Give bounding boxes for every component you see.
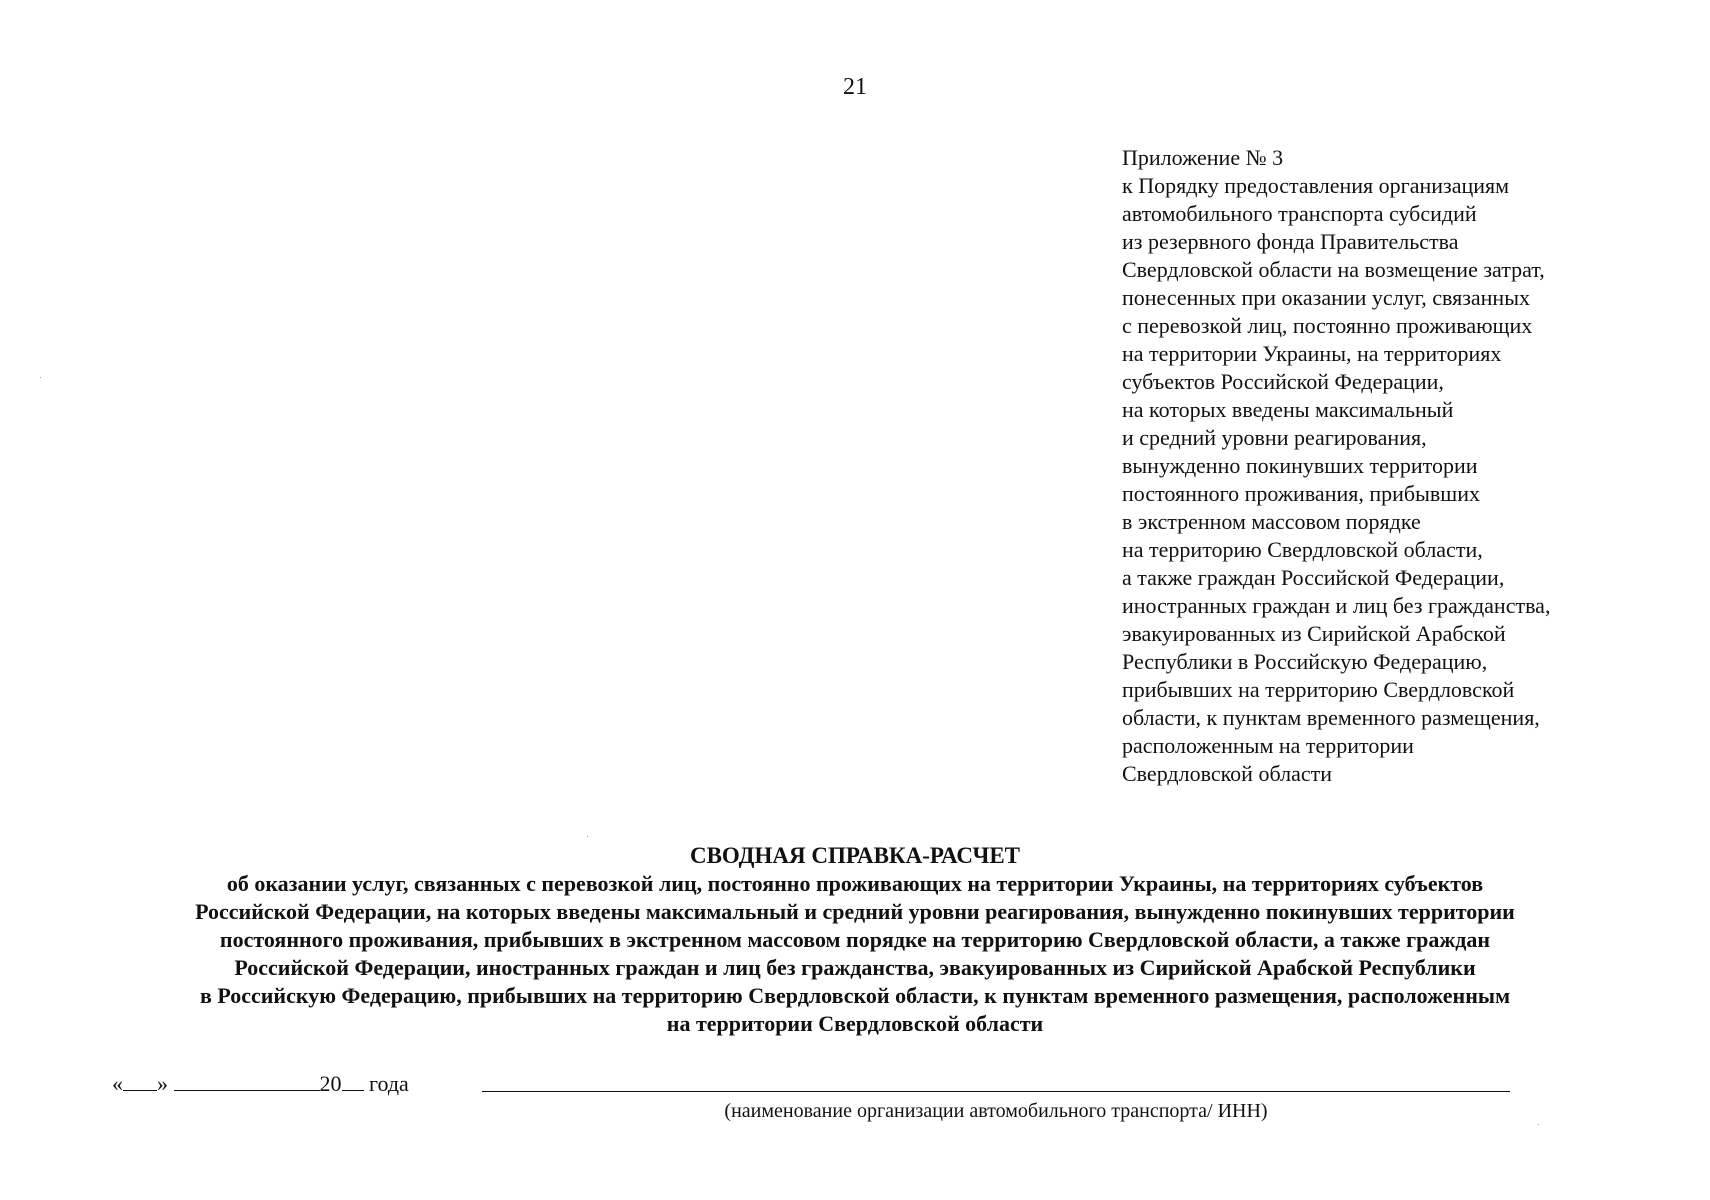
document-subtitle-line: об оказании услуг, связанных с перевозкой лиц, постоянно проживающих на территории Украины, на территориях субъектов bbox=[226, 871, 1484, 896]
organization-signature-line bbox=[482, 1091, 1510, 1092]
document-subtitle-line: на территории Свердловской области bbox=[666, 1011, 1044, 1036]
document-heading bbox=[100, 842, 1610, 1038]
appendix-line: в экстренном массовом порядке bbox=[1122, 509, 1421, 534]
scan-speck bbox=[587, 836, 588, 837]
document-subtitle-line: постоянного проживания, прибывших в экстренном массовом порядке на территорию Свердловской области, а также граждан bbox=[219, 927, 1491, 952]
appendix-line: Республики в Российскую Федерацию, bbox=[1122, 649, 1488, 674]
document-subtitle-line: Российской Федерации, на которых введены максимальный и средний уровни реагирования, вынужденно покинувших территории bbox=[195, 899, 1515, 924]
date-field bbox=[112, 1070, 409, 1098]
year-prefix: 20 bbox=[319, 1071, 342, 1096]
page-number: 21 bbox=[843, 74, 867, 100]
appendix-line: на территорию Свердловской области, bbox=[1122, 537, 1483, 562]
appendix-line: на которых введены максимальный bbox=[1122, 397, 1454, 422]
appendix-line: из резервного фонда Правительства bbox=[1122, 229, 1459, 254]
appendix-line: и средний уровни реагирования, bbox=[1122, 425, 1427, 450]
appendix-line: эвакуированных из Сирийской Арабской bbox=[1122, 621, 1506, 646]
scan-speck bbox=[1538, 1124, 1539, 1125]
appendix-line: Свердловской области на возмещение затрат, bbox=[1122, 257, 1545, 282]
document-subtitle-line: Российской Федерации, иностранных граждан и лиц без гражданства, эвакуированных из Сирийской Арабской Республики bbox=[234, 955, 1476, 980]
appendix-line: к Порядку предоставления организациям bbox=[1122, 173, 1510, 198]
appendix-line: на территории Украины, на территориях bbox=[1122, 341, 1502, 366]
appendix-line: субъектов Российской Федерации, bbox=[1122, 369, 1444, 394]
organization-caption: (наименование организации автомобильного транспорта/ ИНН) bbox=[724, 1100, 1268, 1122]
appendix-line: Свердловской области bbox=[1122, 761, 1332, 786]
document-subtitle-line: в Российскую Федерацию, прибывших на территорию Свердловской области, к пунктам временного размещения, расположенным bbox=[199, 983, 1511, 1008]
year-blank bbox=[342, 1070, 364, 1091]
appendix-line: вынужденно покинувших территории bbox=[1122, 453, 1478, 478]
appendix-line: а также граждан Российской Федерации, bbox=[1122, 565, 1505, 590]
year-suffix: года bbox=[369, 1071, 409, 1096]
appendix-block bbox=[1122, 144, 1682, 788]
appendix-line: постоянного проживания, прибывших bbox=[1122, 481, 1480, 506]
appendix-line: иностранных граждан и лиц без гражданства, bbox=[1122, 593, 1551, 618]
day-blank bbox=[123, 1070, 157, 1091]
appendix-line: области, к пунктам временного размещения, bbox=[1122, 705, 1540, 730]
appendix-line: Приложение № 3 bbox=[1122, 145, 1284, 170]
date-open-quote: « bbox=[112, 1071, 123, 1096]
appendix-line: с перевозкой лиц, постоянно проживающих bbox=[1122, 313, 1533, 338]
document-title: СВОДНАЯ СПРАВКА-РАСЧЕТ bbox=[689, 843, 1021, 868]
appendix-line: прибывших на территорию Свердловской bbox=[1122, 677, 1515, 702]
appendix-line: расположенным на территории bbox=[1122, 733, 1414, 758]
date-close-quote: » bbox=[157, 1071, 168, 1096]
scan-speck bbox=[40, 377, 41, 378]
appendix-line: понесенных при оказании услуг, связанных bbox=[1122, 285, 1530, 310]
appendix-line: автомобильного транспорта субсидий bbox=[1122, 201, 1477, 226]
month-blank bbox=[174, 1070, 320, 1091]
